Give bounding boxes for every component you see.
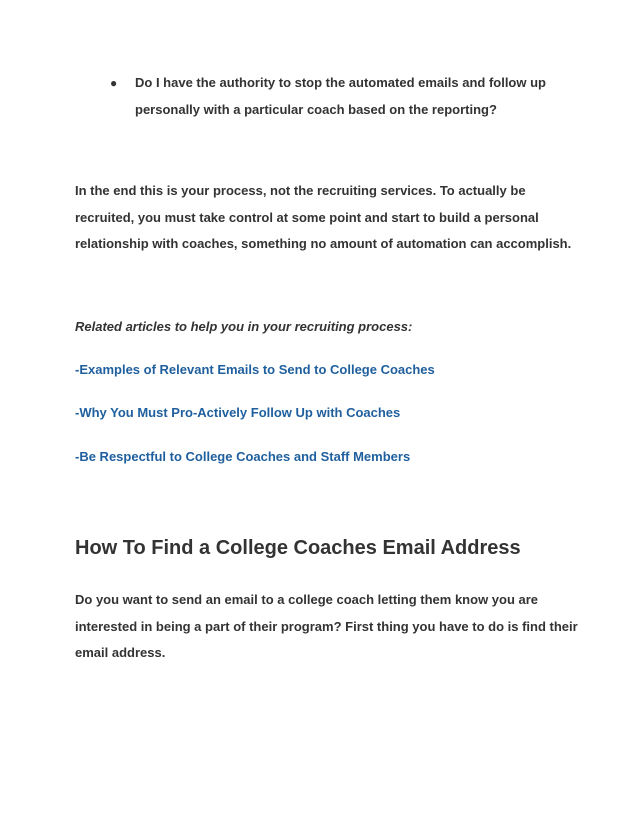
intro-paragraph <box>75 587 585 667</box>
bullet-text <box>135 70 580 123</box>
paragraph-line: Do you want to send an email to a college coach letting them know you are <box>75 592 539 607</box>
paragraph-line: relationship with coaches, something no amount of automation can accomplish. <box>75 236 572 251</box>
paragraph-line: recruited, you must take control at some point and start to build a personal <box>75 209 539 225</box>
bullet-dot-icon: ● <box>110 76 118 90</box>
paragraph-line: interested in being a part of their program? First thing you have to do is find their <box>75 618 578 634</box>
bullet-line: personally with a particular coach based on the reporting? <box>135 101 497 117</box>
section-heading: How To Find a College Coaches Email Address <box>75 537 521 559</box>
related-link-follow-up[interactable]: -Why You Must Pro-Actively Follow Up with Coaches <box>75 405 401 420</box>
related-link-respectful[interactable]: -Be Respectful to College Coaches and Staff Members <box>75 449 411 464</box>
conclusion-paragraph <box>75 178 575 258</box>
bullet-line: Do I have the authority to stop the automated emails and follow up <box>135 75 546 90</box>
paragraph-line: In the end this is your process, not the recruiting services. To actually be <box>75 183 526 198</box>
paragraph-line: email address. <box>75 645 166 660</box>
related-link-emails[interactable]: -Examples of Relevant Emails to Send to College Coaches <box>75 362 435 377</box>
related-articles-heading: Related articles to help you in your recruiting process: <box>75 319 413 334</box>
